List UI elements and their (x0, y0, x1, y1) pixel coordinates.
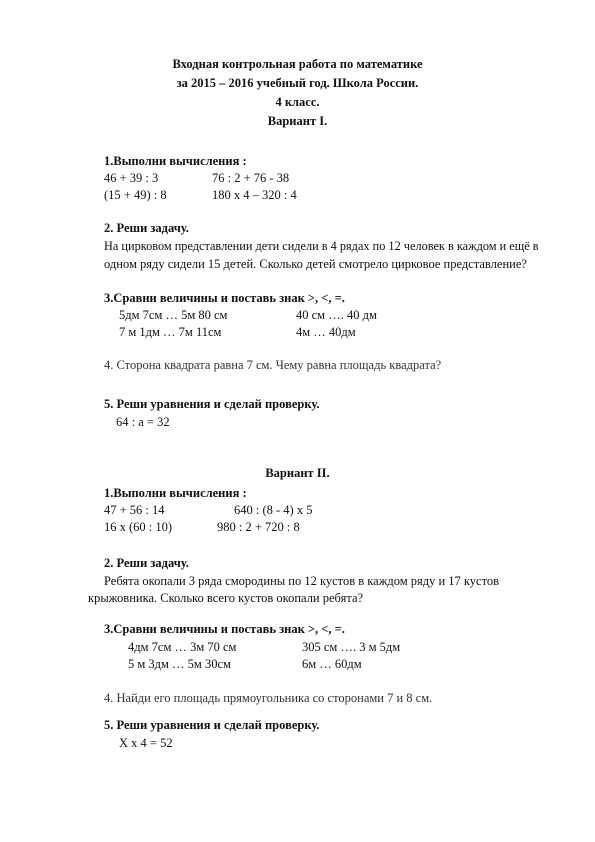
doc-title-line1: Входная контрольная работа по математике (172, 57, 423, 71)
v2-task4-text: 4. Найди его площадь прямоугольника со сторонами 7 и 8 см. (104, 691, 433, 705)
v1-task3-compare: 7 м 1дм … 7м 11см (119, 325, 222, 339)
v1-task3-compare: 40 см …. 40 дм (296, 308, 377, 322)
v1-task2-text: На цирковом представлении дети сидели в 4 рядах по 12 человек в каждом и ещё в (104, 239, 539, 253)
v2-task1-expr: 47 + 56 : 14 (104, 503, 165, 517)
v1-task1-expr: 76 : 2 + 76 - 38 (212, 171, 290, 185)
v2-task3-compare: 6м … 60дм (302, 657, 362, 671)
v2-task3-compare: 4дм 7см … 3м 70 см (128, 640, 237, 654)
v2-task3-compare: 305 см …. 3 м 5дм (302, 640, 401, 654)
v1-task2-text: одном ряду сидели 15 детей. Сколько детей смотрело цирковое представление? (104, 257, 527, 271)
v2-task1-title: 1.Выполни вычисления : (104, 486, 247, 500)
v2-task3-compare: 5 м 3дм … 5м 30см (128, 657, 231, 671)
variant-1-heading: Вариант I. (267, 114, 328, 128)
v1-task1-expr: 46 + 39 : 3 (104, 171, 159, 185)
v2-task5-equation: Х х 4 = 52 (119, 736, 173, 750)
v2-task2-text: Ребята окопали 3 ряда смородины по 12 кустов в каждом ряду и 17 кустов (104, 574, 500, 588)
v2-task1-expr: 16 х (60 : 10) (104, 520, 173, 534)
doc-title-grade: 4 класс. (275, 95, 320, 109)
v1-task2-title: 2. Реши задачу. (104, 221, 189, 235)
v1-task3-title: 3.Сравни величины и поставь знак >, <, =. (104, 291, 345, 305)
v2-task3-title: 3.Сравни величины и поставь знак >, <, =. (104, 622, 345, 636)
v2-task1-expr: 980 : 2 + 720 : 8 (217, 520, 300, 534)
v2-task2-title: 2. Реши задачу. (104, 556, 189, 570)
variant-2-heading: Вариант II. (265, 466, 330, 480)
v1-task5-equation: 64 : а = 32 (116, 415, 170, 429)
v1-task5-title: 5. Реши уравнения и сделай проверку. (104, 397, 320, 411)
v2-task2-text: крыжовника. Сколько всего кустов окопали ребята? (88, 591, 364, 605)
v1-task3-compare: 4м … 40дм (296, 325, 356, 339)
v1-task1-expr: (15 + 49) : 8 (104, 188, 167, 202)
v1-task1-title: 1.Выполни вычисления : (104, 154, 247, 168)
doc-title-line2: за 2015 – 2016 учебный год. Школа России. (176, 76, 419, 90)
v1-task3-compare: 5дм 7см … 5м 80 см (119, 308, 228, 322)
v2-task1-expr: 640 : (8 - 4) х 5 (234, 503, 313, 517)
v1-task1-expr: 180 х 4 – 320 : 4 (212, 188, 297, 202)
v1-task4-text: 4. Сторона квадрата равна 7 см. Чему равна площадь квадрата? (104, 358, 442, 372)
v2-task5-title: 5. Реши уравнения и сделай проверку. (104, 718, 320, 732)
